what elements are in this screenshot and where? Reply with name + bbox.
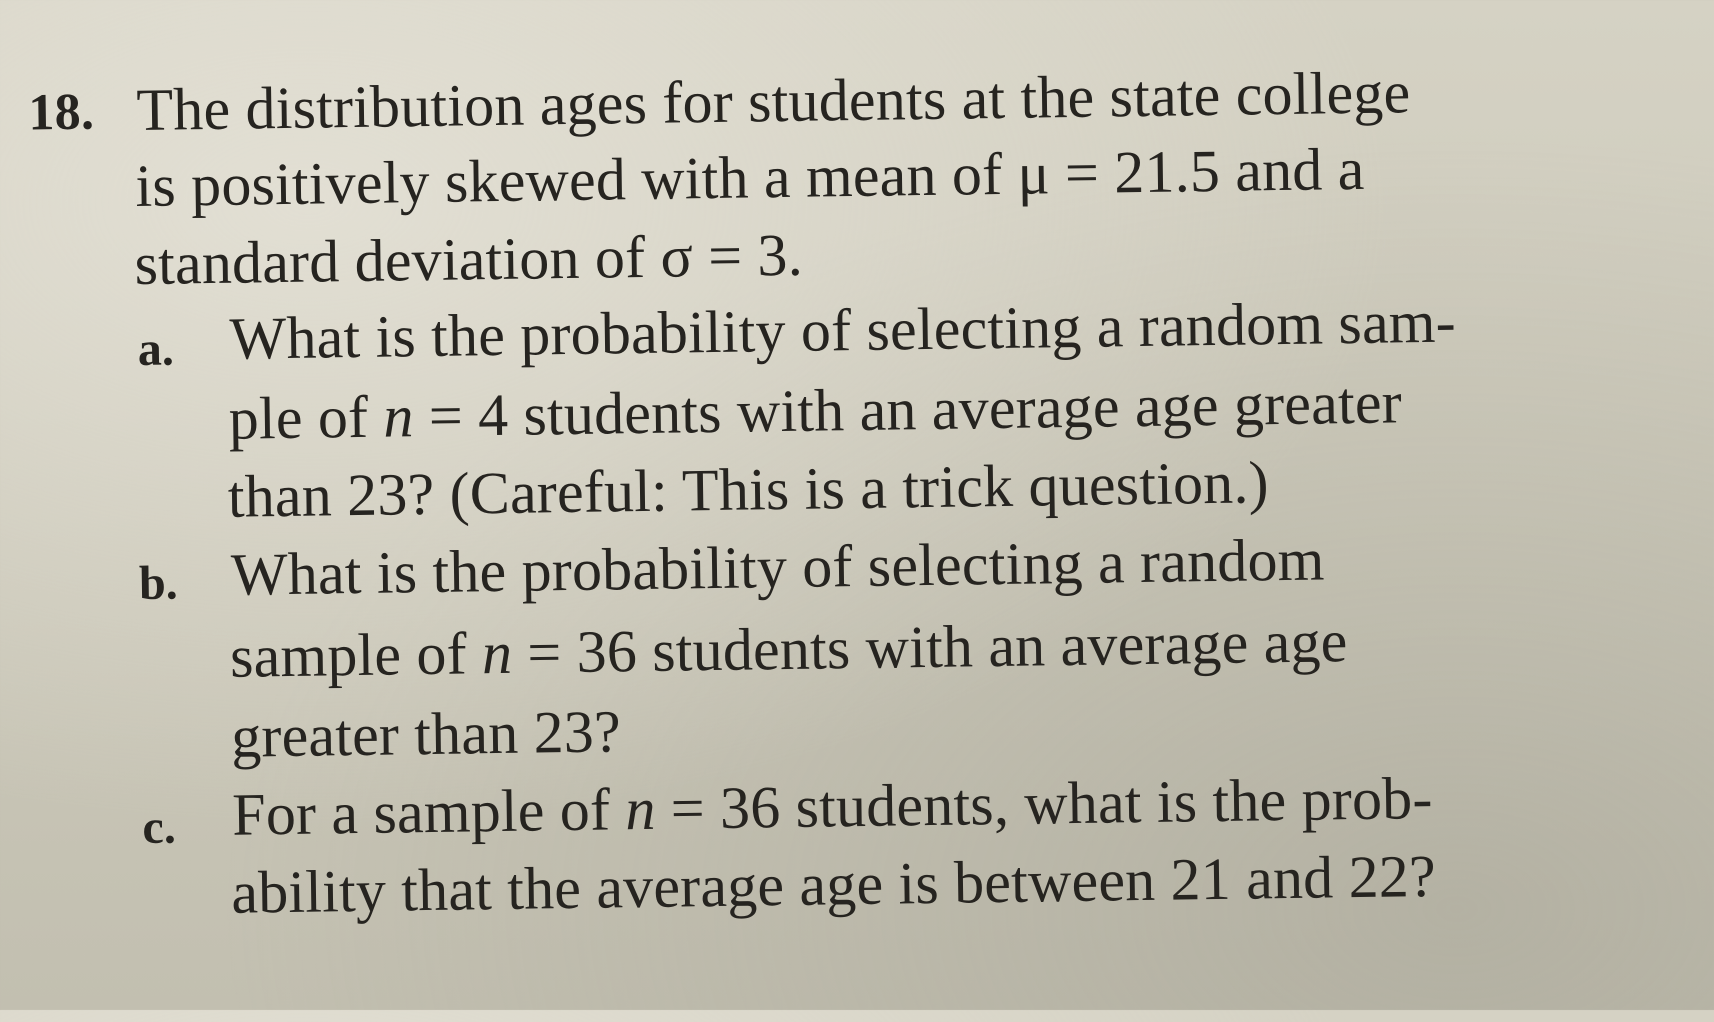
- part-c-letter: c.: [142, 800, 177, 855]
- problem-18: [28, 35, 1668, 926]
- part-a-line-1: What is the probability of selecting a random sam-: [229, 288, 1457, 372]
- part-a-line-3: than 23? (Careful: This is a trick question.): [227, 449, 1270, 530]
- part-a-letter: a.: [137, 322, 175, 377]
- part-c-line-1: For a sample of n = 36 students, what is the prob-: [231, 764, 1433, 848]
- part-b-letter: b.: [138, 556, 179, 611]
- part-b-line-2: sample of n = 36 students with an average age: [229, 608, 1348, 690]
- part-b-line-3: greater than 23?: [230, 698, 622, 770]
- part-b-line-1: What is the probability of selecting a random: [230, 526, 1325, 608]
- problem-number: 18.: [28, 83, 95, 142]
- part-c-line-2: ability that the average age is between 21 and 22?: [230, 842, 1437, 926]
- part-a-line-2: ple of n = 4 students with an average age greater: [228, 369, 1403, 452]
- stem-line-1: The distribution ages for students at the state college: [135, 59, 1411, 144]
- stem-line-3: standard deviation of σ = 3.: [134, 221, 804, 298]
- stem-line-2: is positively skewed with a mean of μ = 21.5 and a: [135, 135, 1365, 220]
